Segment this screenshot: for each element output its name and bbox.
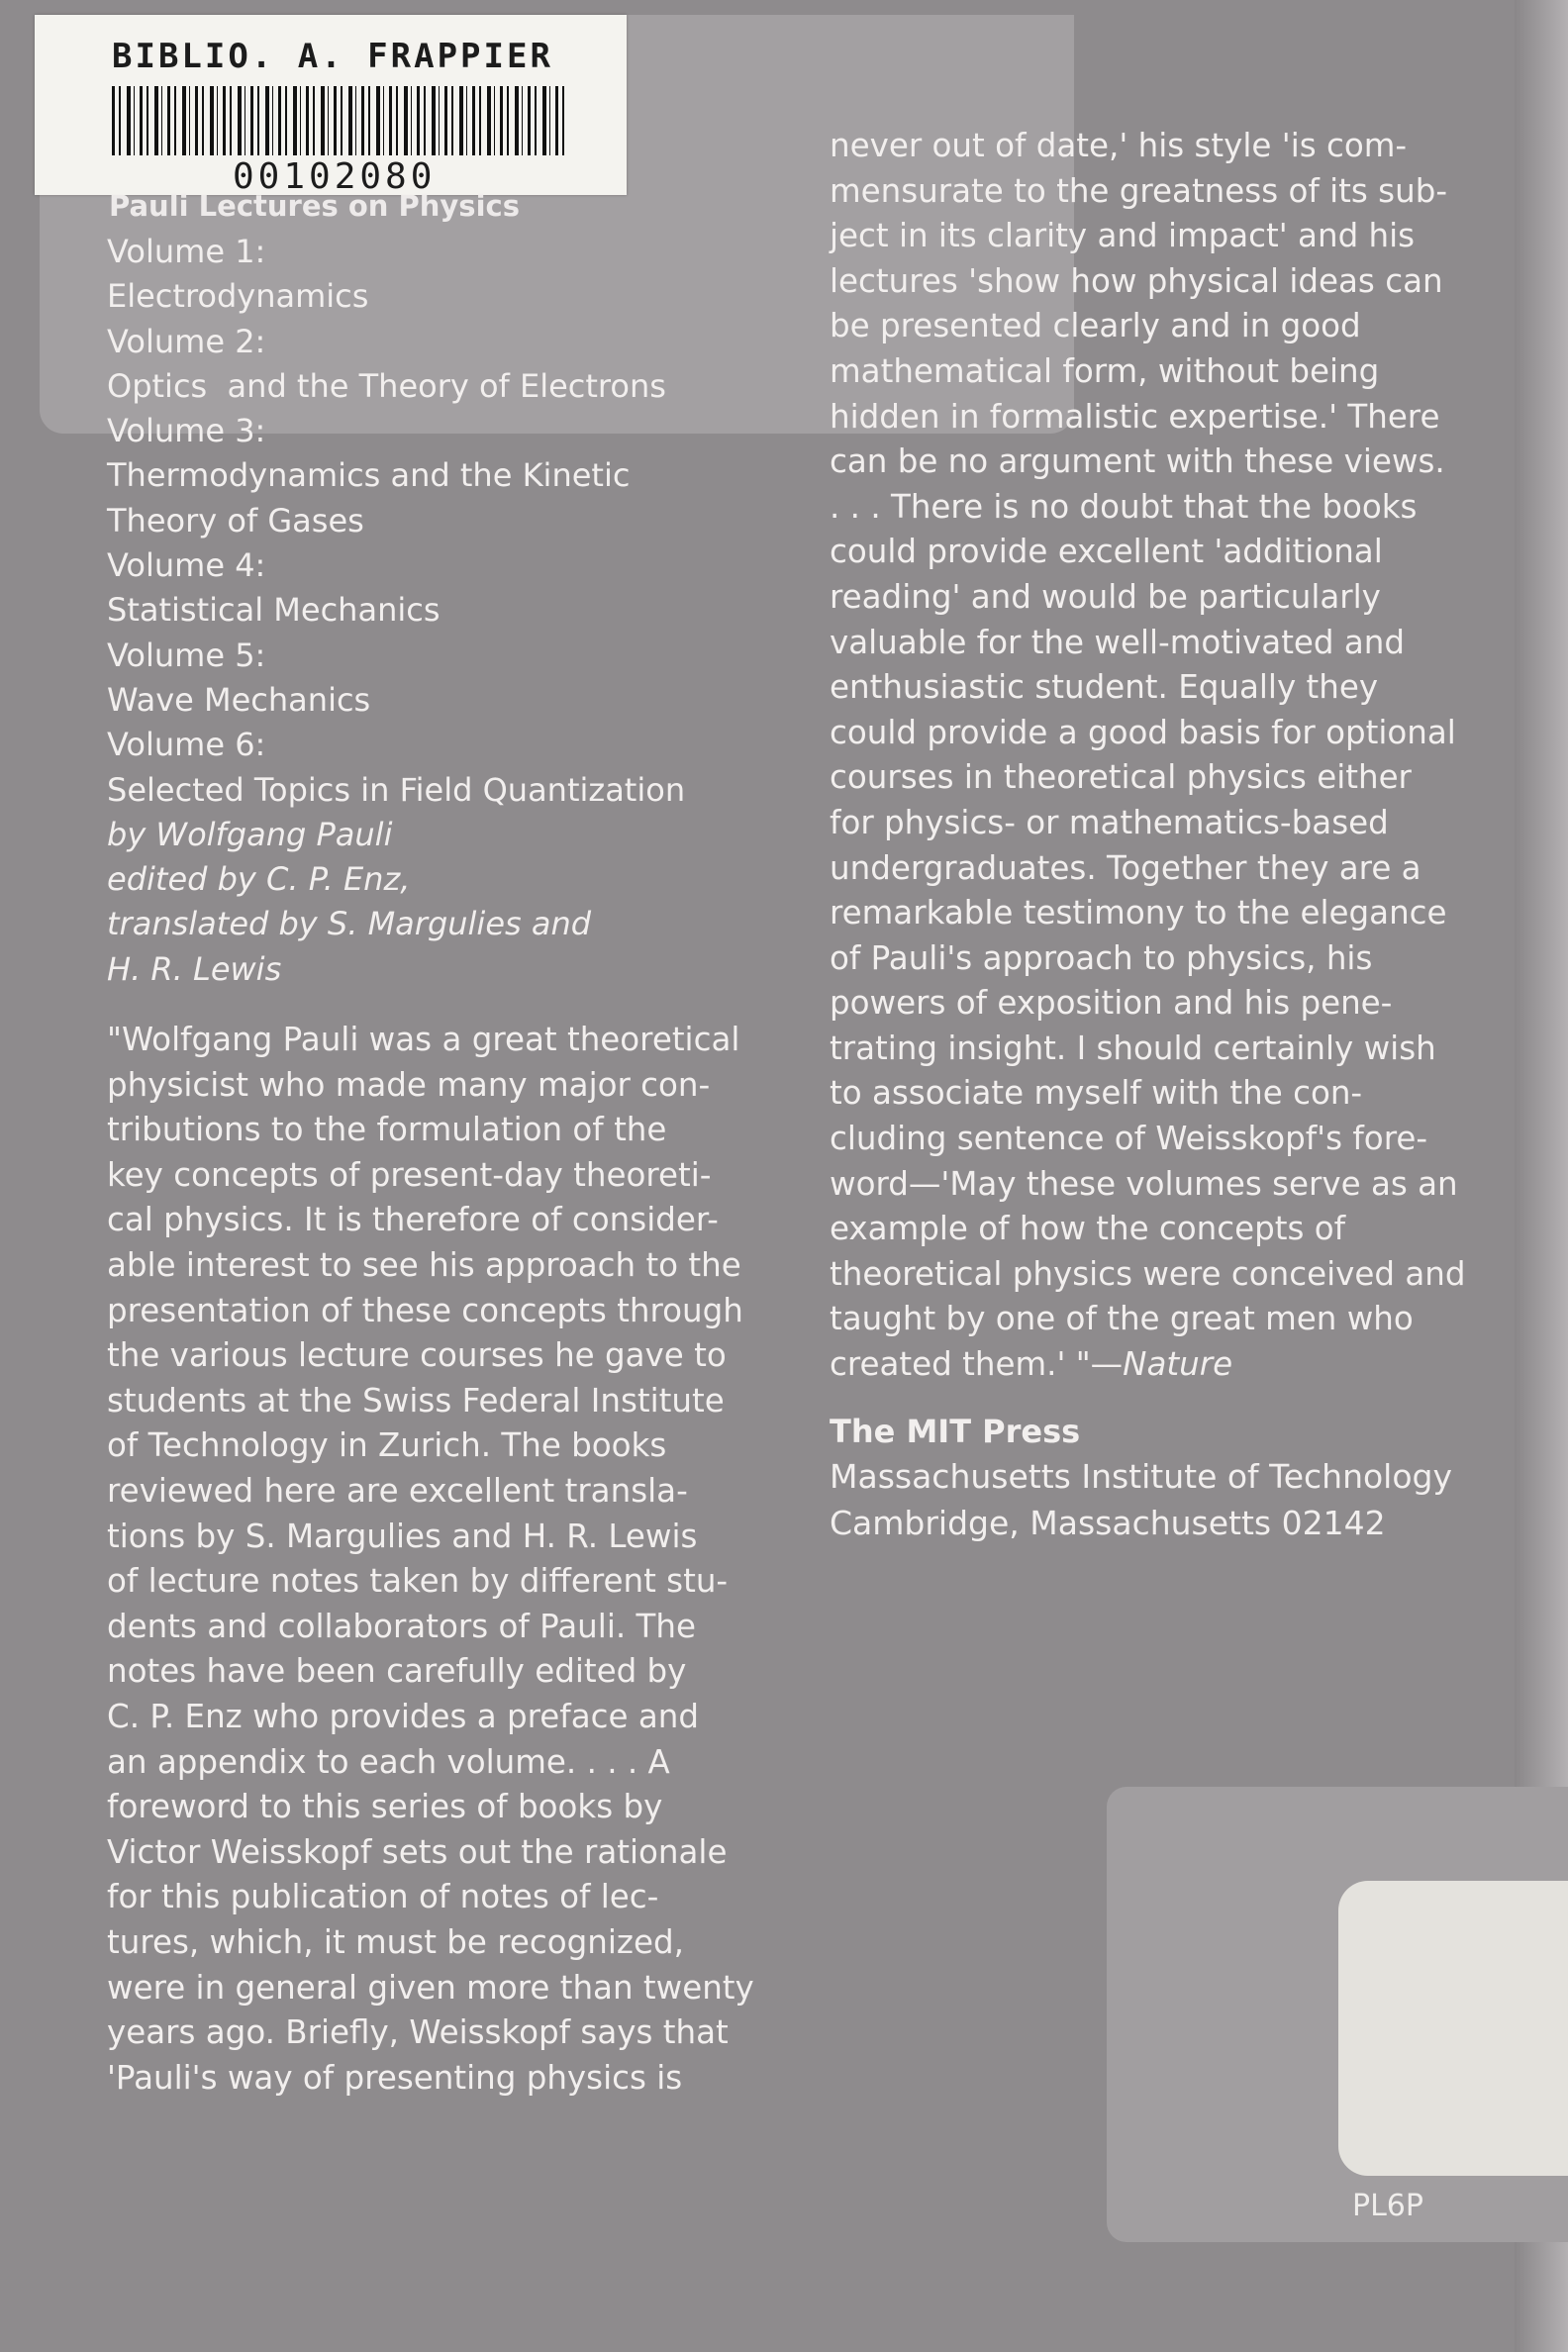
- review-line: were in general given more than twenty: [107, 1968, 754, 2007]
- review-line: "Wolfgang Pauli was a great theoretical: [107, 1021, 740, 1059]
- review-line: can be no argument with these views.: [830, 442, 1445, 481]
- review-text-left: [107, 1018, 780, 2101]
- review-line: cluding sentence of Weisskopf's fore-: [830, 1120, 1428, 1158]
- review-line: be presented clearly and in good: [830, 307, 1361, 345]
- review-line: 'Pauli's way of presenting physics is: [107, 2058, 683, 2097]
- left-column: [107, 188, 780, 2101]
- review-line: mensurate to the greatness of its sub-: [830, 171, 1448, 210]
- review-line: to associate myself with the con-: [830, 1074, 1363, 1113]
- right-column: [830, 124, 1503, 1546]
- volume-line: Statistical Mechanics: [107, 591, 441, 630]
- review-line: could provide a good basis for optional: [830, 713, 1456, 751]
- review-line: notes have been carefully edited by: [107, 1652, 687, 1691]
- volume-line: Wave Mechanics: [107, 680, 371, 719]
- review-line: tures, which, it must be recognized,: [107, 1922, 684, 1961]
- library-name: BIBLIO. A. FRAPPIER: [112, 37, 553, 76]
- volume-line: Selected Topics in Field Quantization: [107, 770, 686, 809]
- publisher-address-line: Massachusetts Institute of Technology: [830, 1456, 1453, 1496]
- volume-line: Volume 1:: [107, 233, 266, 270]
- review-line: remarkable testimony to the elegance: [830, 894, 1447, 932]
- review-line: dents and collaborators of Pauli. The: [107, 1607, 696, 1645]
- review-line: taught by one of the great men who: [830, 1300, 1414, 1338]
- review-text-right: [830, 124, 1503, 1388]
- catalog-code: PL6P: [1352, 2189, 1423, 2223]
- barcode-icon: [112, 86, 569, 155]
- volume-line: Volume 4:: [107, 546, 266, 585]
- review-line: key concepts of present-day theoreti-: [107, 1155, 712, 1194]
- review-line: of lecture notes taken by different stu-: [107, 1562, 729, 1601]
- sticker-patch: [1338, 1881, 1568, 2176]
- review-line: lectures 'show how physical ideas can: [830, 261, 1443, 300]
- volume-line: Volume 2:: [107, 322, 266, 360]
- review-line: years ago. Briefly, Weisskopf says that: [107, 2013, 729, 2052]
- review-line: theoretical physics were conceived and: [830, 1254, 1466, 1293]
- review-last-line: [830, 1342, 1503, 1388]
- review-line: example of how the concepts of: [830, 1210, 1346, 1248]
- library-barcode-label: [35, 15, 627, 195]
- review-line: courses in theoretical physics either: [830, 758, 1412, 797]
- review-line: C. P. Enz who provides a preface and: [107, 1697, 699, 1735]
- review-line: hidden in formalistic expertise.' There: [830, 397, 1440, 436]
- review-line: presentation of these concepts through: [107, 1291, 743, 1329]
- review-line: physicist who made many major con-: [107, 1065, 711, 1104]
- review-line: cal physics. It is therefore of consider-: [107, 1201, 719, 1239]
- volume-line: Volume 3:: [107, 412, 266, 450]
- volume-list: [107, 230, 780, 813]
- series-title: Pauli Lectures on Physics: [109, 189, 520, 223]
- review-line: ject in its clarity and impact' and his: [830, 217, 1416, 255]
- review-line: word—'May these volumes serve as an: [830, 1164, 1458, 1203]
- review-line: Victor Weisskopf sets out the rationale: [107, 1832, 728, 1871]
- volume-line: Optics and the Theory of Electrons: [107, 366, 666, 405]
- review-line: trating insight. I should certainly wish: [830, 1029, 1436, 1067]
- volume-line: Theory of Gases: [107, 501, 364, 539]
- review-line: an appendix to each volume. . . . A: [107, 1742, 670, 1781]
- review-line: of Pauli's approach to physics, his: [830, 938, 1373, 977]
- review-line: for physics- or mathematics-based: [830, 803, 1389, 841]
- review-line: students at the Swiss Federal Institute: [107, 1381, 725, 1420]
- credits: [107, 813, 780, 992]
- review-line: reading' and would be particularly: [830, 577, 1381, 616]
- review-line: tions by S. Margulies and H. R. Lewis: [107, 1517, 698, 1555]
- barcode-number: 00102080: [233, 156, 437, 197]
- volume-line: Electrodynamics: [107, 277, 369, 316]
- credit-line: translated by S. Margulies and: [107, 905, 592, 943]
- publisher-address-line: Cambridge, Massachusetts 02142: [830, 1503, 1386, 1542]
- review-line: could provide excellent 'additional: [830, 533, 1383, 571]
- review-line: able interest to see his approach to the: [107, 1246, 741, 1285]
- credit-line: by Wolfgang Pauli: [107, 815, 393, 853]
- review-line: never out of date,' his style 'is com-: [830, 127, 1408, 164]
- review-source: Nature: [1123, 1345, 1233, 1384]
- volume-line: Volume 5:: [107, 636, 266, 674]
- review-line: powers of exposition and his pene-: [830, 984, 1393, 1023]
- review-line: undergraduates. Together they are a: [830, 848, 1421, 887]
- review-line: foreword to this series of books by: [107, 1788, 663, 1826]
- review-line: for this publication of notes of lec-: [107, 1878, 659, 1916]
- credit-line: edited by C. P. Enz,: [107, 860, 411, 899]
- publisher-name: The MIT Press: [830, 1412, 1081, 1450]
- review-line: enthusiastic student. Equally they: [830, 668, 1379, 707]
- review-line: mathematical form, without being: [830, 351, 1380, 390]
- review-closing: created them.' "—: [830, 1345, 1124, 1384]
- review-line: reviewed here are excellent transla-: [107, 1471, 688, 1510]
- volume-line: Volume 6:: [107, 726, 266, 764]
- volume-line: Thermodynamics and the Kinetic: [107, 456, 631, 495]
- review-line: valuable for the well-motivated and: [830, 623, 1406, 661]
- review-line: of Technology in Zurich. The books: [107, 1426, 667, 1465]
- review-line: the various lecture courses he gave to: [107, 1336, 727, 1375]
- review-line: . . . There is no doubt that the books: [830, 487, 1418, 526]
- credit-line: H. R. Lewis: [107, 949, 282, 988]
- review-line: tributions to the formulation of the: [107, 1111, 667, 1149]
